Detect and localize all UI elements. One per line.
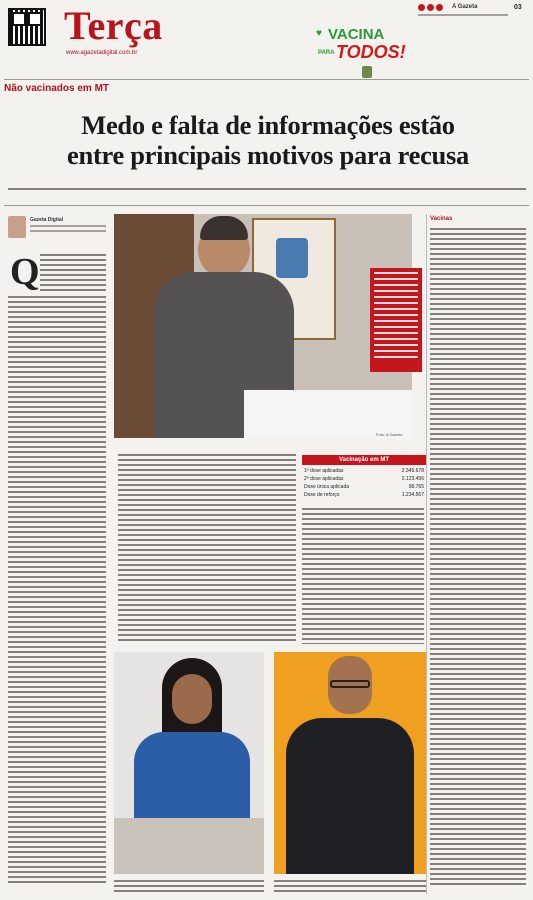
pull-quote-box — [370, 268, 422, 372]
sidebar-title: Vacinas — [430, 216, 453, 222]
article-col1-intro — [40, 254, 106, 294]
woman-photo-caption — [114, 880, 264, 892]
table-row: Dose de reforço 1.234.567 — [304, 492, 424, 498]
page-number: 03 — [514, 4, 522, 11]
social-icons — [418, 4, 443, 11]
woman-photo — [114, 652, 264, 874]
section-label: Não vacinados em MT — [4, 83, 110, 94]
man-photo — [274, 652, 426, 874]
subheadline — [8, 188, 526, 193]
newspaper-name: A Gazeta — [452, 4, 478, 10]
man-photo-caption — [274, 880, 426, 892]
photo-credit: Foto: A Gazeta — [376, 432, 403, 437]
campaign-para: PARA — [318, 50, 335, 56]
vaccination-table-title: Vacinação em MT — [302, 455, 426, 465]
author-name: Gazeta Digital — [30, 217, 64, 223]
drop-cap: Q — [10, 251, 40, 293]
article-col1-body — [8, 296, 106, 886]
newspaper-day-title: Terça — [64, 3, 163, 48]
header-divider — [4, 79, 529, 80]
table-row: Dose única aplicada 98.765 — [304, 484, 424, 490]
dateline-text — [418, 14, 508, 18]
table-row: 2ª dose aplicadas 2.123.456 — [304, 476, 424, 482]
article-col2-body — [118, 454, 296, 644]
campaign-line2: TODOS! — [336, 42, 406, 62]
headline — [8, 110, 528, 170]
sidebar-divider — [426, 214, 427, 894]
sidebar-body — [430, 228, 526, 888]
headline-line-2: entre principais motivos para recusa — [67, 140, 469, 170]
qr-code-icon — [8, 8, 46, 46]
main-photo — [114, 214, 412, 438]
site-url[interactable]: www.agazetadigital.com.br — [66, 50, 138, 56]
heart-icon: ♥ — [316, 28, 322, 39]
government-seal-icon — [362, 66, 372, 78]
author-avatar — [8, 216, 26, 238]
author-info — [30, 225, 106, 235]
article-col3-body — [302, 508, 424, 644]
campaign-line1: VACINA — [328, 26, 385, 43]
table-row: 1ª dose aplicadas 2.345.678 — [304, 468, 424, 474]
subhead-divider — [4, 205, 529, 206]
headline-line-1: Medo e falta de informações estão — [81, 110, 455, 140]
